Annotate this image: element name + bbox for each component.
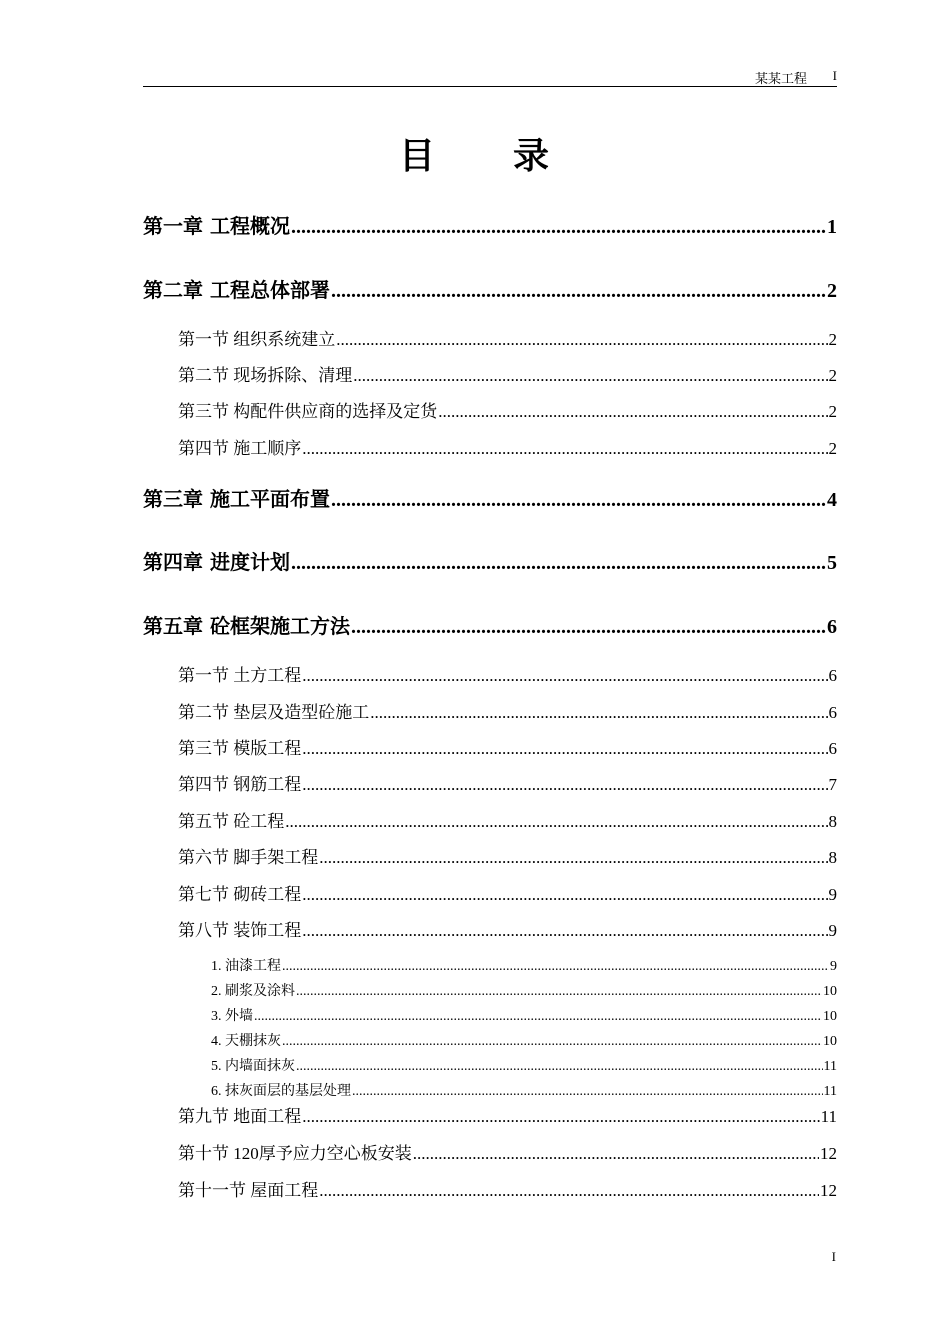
toc-section-row[interactable]: [178, 325, 837, 350]
toc-dot-leader: [302, 775, 827, 795]
toc-dot-leader: [254, 1009, 822, 1025]
toc-entry-label: 第三节 构配件供应商的选择及定货: [178, 402, 438, 421]
toc-page-number: 6: [827, 616, 837, 638]
toc-entry-label: 第十一节 屋面工程: [178, 1181, 319, 1200]
toc-section-row[interactable]: [178, 770, 837, 795]
toc-section-row[interactable]: [178, 434, 837, 459]
toc-page-number: 12: [820, 1144, 837, 1163]
toc-dot-leader: [413, 1144, 819, 1164]
toc-entry-label: 第三章 施工平面布置: [143, 487, 330, 511]
header-page-number: I: [832, 68, 837, 83]
toc-dot-leader: [351, 616, 826, 639]
toc-section-row[interactable]: [178, 698, 837, 723]
toc-page-number: 8: [828, 848, 837, 867]
toc-chapter-row[interactable]: [143, 546, 837, 575]
toc-page-number: 10: [823, 1034, 837, 1049]
toc-page-number: 6: [828, 739, 837, 758]
toc-section-row[interactable]: [178, 661, 837, 686]
toc-item-row[interactable]: [211, 1030, 837, 1050]
toc-dot-leader: [438, 402, 827, 422]
toc-chapter-row[interactable]: [143, 274, 837, 303]
toc-section-row[interactable]: [178, 397, 837, 422]
toc-page-number: 8: [828, 812, 837, 831]
header-project-name: 某某工程: [754, 71, 807, 86]
toc-page-number: 6: [828, 703, 837, 722]
toc-entry-label: 第一节 组织系统建立: [178, 330, 336, 349]
toc-entry-label: 5. 内墙面抹灰: [211, 1059, 295, 1074]
toc-chapter-row[interactable]: [143, 483, 837, 512]
toc-dot-leader: [352, 1084, 823, 1100]
toc-dot-leader: [302, 666, 827, 686]
toc-dot-leader: [302, 739, 827, 759]
toc-section-row[interactable]: [178, 734, 837, 759]
toc-page-number: 2: [828, 366, 837, 385]
toc-entry-label: 第一章 工程概况: [143, 214, 290, 238]
toc-entry-label: 第二节 现场拆除、清理: [178, 366, 353, 385]
toc-page-number: 2: [828, 330, 837, 349]
toc-dot-leader: [331, 489, 826, 512]
toc-dot-leader: [282, 959, 829, 975]
toc-dot-leader: [282, 1034, 822, 1050]
toc-dot-leader: [302, 885, 827, 905]
toc-page-number: 11: [823, 1084, 837, 1099]
toc-item-row[interactable]: [211, 1005, 837, 1025]
toc-page-number: 11: [820, 1107, 837, 1126]
toc-entry-label: 第四章 进度计划: [143, 550, 290, 574]
toc-chapter-row[interactable]: [143, 210, 837, 239]
toc-dot-leader: [302, 1107, 819, 1127]
toc-entry-label: 6. 抹灰面层的基层处理: [211, 1084, 351, 1099]
toc-entry-label: 第九节 地面工程: [178, 1107, 302, 1126]
toc-entry-label: 第五节 砼工程: [178, 812, 285, 831]
toc-entry-label: 第二节 垫层及造型砼施工: [178, 703, 370, 722]
toc-dot-leader: [291, 216, 826, 239]
toc-section-row[interactable]: [178, 1176, 837, 1201]
toc-section-row[interactable]: [178, 843, 837, 868]
toc-dot-leader: [336, 330, 827, 350]
toc-page-number: 2: [828, 439, 837, 458]
toc-page-number: 10: [823, 984, 837, 999]
toc-entry-label: 3. 外墙: [211, 1009, 253, 1024]
toc-entry-label: 第六节 脚手架工程: [178, 848, 319, 867]
toc-chapter-row[interactable]: [143, 610, 837, 639]
toc-section-row[interactable]: [178, 1139, 837, 1164]
toc-item-row[interactable]: [211, 1055, 837, 1075]
toc-page-number: 9: [828, 921, 837, 940]
toc-entry-label: 第四节 施工顺序: [178, 439, 302, 458]
toc-dot-leader: [319, 1181, 819, 1201]
toc-section-row[interactable]: [178, 916, 837, 941]
toc-entry-label: 2. 刷浆及涂料: [211, 984, 295, 999]
toc-entry-label: 第五章 砼框架施工方法: [143, 614, 350, 638]
toc-entry-label: 第一节 土方工程: [178, 666, 302, 685]
toc-entry-label: 第三节 模版工程: [178, 739, 302, 758]
toc-page-number: 9: [828, 885, 837, 904]
toc-page-number: 6: [828, 666, 837, 685]
toc-entry-label: 4. 天棚抹灰: [211, 1034, 281, 1049]
toc-dot-leader: [285, 812, 827, 832]
page-header: [143, 68, 837, 87]
toc-page-number: 2: [827, 280, 837, 302]
toc-dot-leader: [302, 439, 827, 459]
toc-dot-leader: [370, 703, 827, 723]
toc-page-number: 9: [830, 959, 837, 974]
toc-dot-leader: [296, 984, 822, 1000]
toc-entry-label: 第十节 120厚予应力空心板安装: [178, 1144, 412, 1163]
toc-page-number: 11: [823, 1059, 837, 1074]
toc-page-number: 5: [827, 552, 837, 574]
footer-page-number: I: [831, 1249, 836, 1264]
toc-entry-label: 第二章 工程总体部署: [143, 278, 330, 302]
toc-page-number: 10: [823, 1009, 837, 1024]
toc-entry-label: 第四节 钢筋工程: [178, 775, 302, 794]
page-title: [0, 128, 950, 179]
toc-page-number: 12: [820, 1181, 837, 1200]
toc-section-row[interactable]: [178, 361, 837, 386]
toc-item-row[interactable]: [211, 980, 837, 1000]
toc-entry-label: 1. 油漆工程: [211, 959, 281, 974]
toc-dot-leader: [331, 280, 826, 303]
toc-item-row[interactable]: [211, 955, 837, 975]
toc-page-number: 1: [827, 216, 837, 238]
toc-page-number: 7: [828, 775, 837, 794]
toc-page-number: 4: [827, 489, 837, 511]
toc-section-row[interactable]: [178, 807, 837, 832]
toc-dot-leader: [302, 921, 827, 941]
toc-page-number: 2: [828, 402, 837, 421]
toc-section-row[interactable]: [178, 1102, 837, 1127]
toc-dot-leader: [353, 366, 827, 386]
toc-section-row[interactable]: [178, 880, 837, 905]
title-char-2: 录: [513, 136, 552, 177]
toc-item-row[interactable]: [211, 1080, 837, 1100]
toc-entry-label: 第七节 砌砖工程: [178, 885, 302, 904]
toc-entry-label: 第八节 装饰工程: [178, 921, 302, 940]
toc-dot-leader: [291, 552, 826, 575]
title-char-1: 目: [398, 136, 437, 177]
toc-dot-leader: [319, 848, 827, 868]
toc-dot-leader: [296, 1059, 823, 1075]
